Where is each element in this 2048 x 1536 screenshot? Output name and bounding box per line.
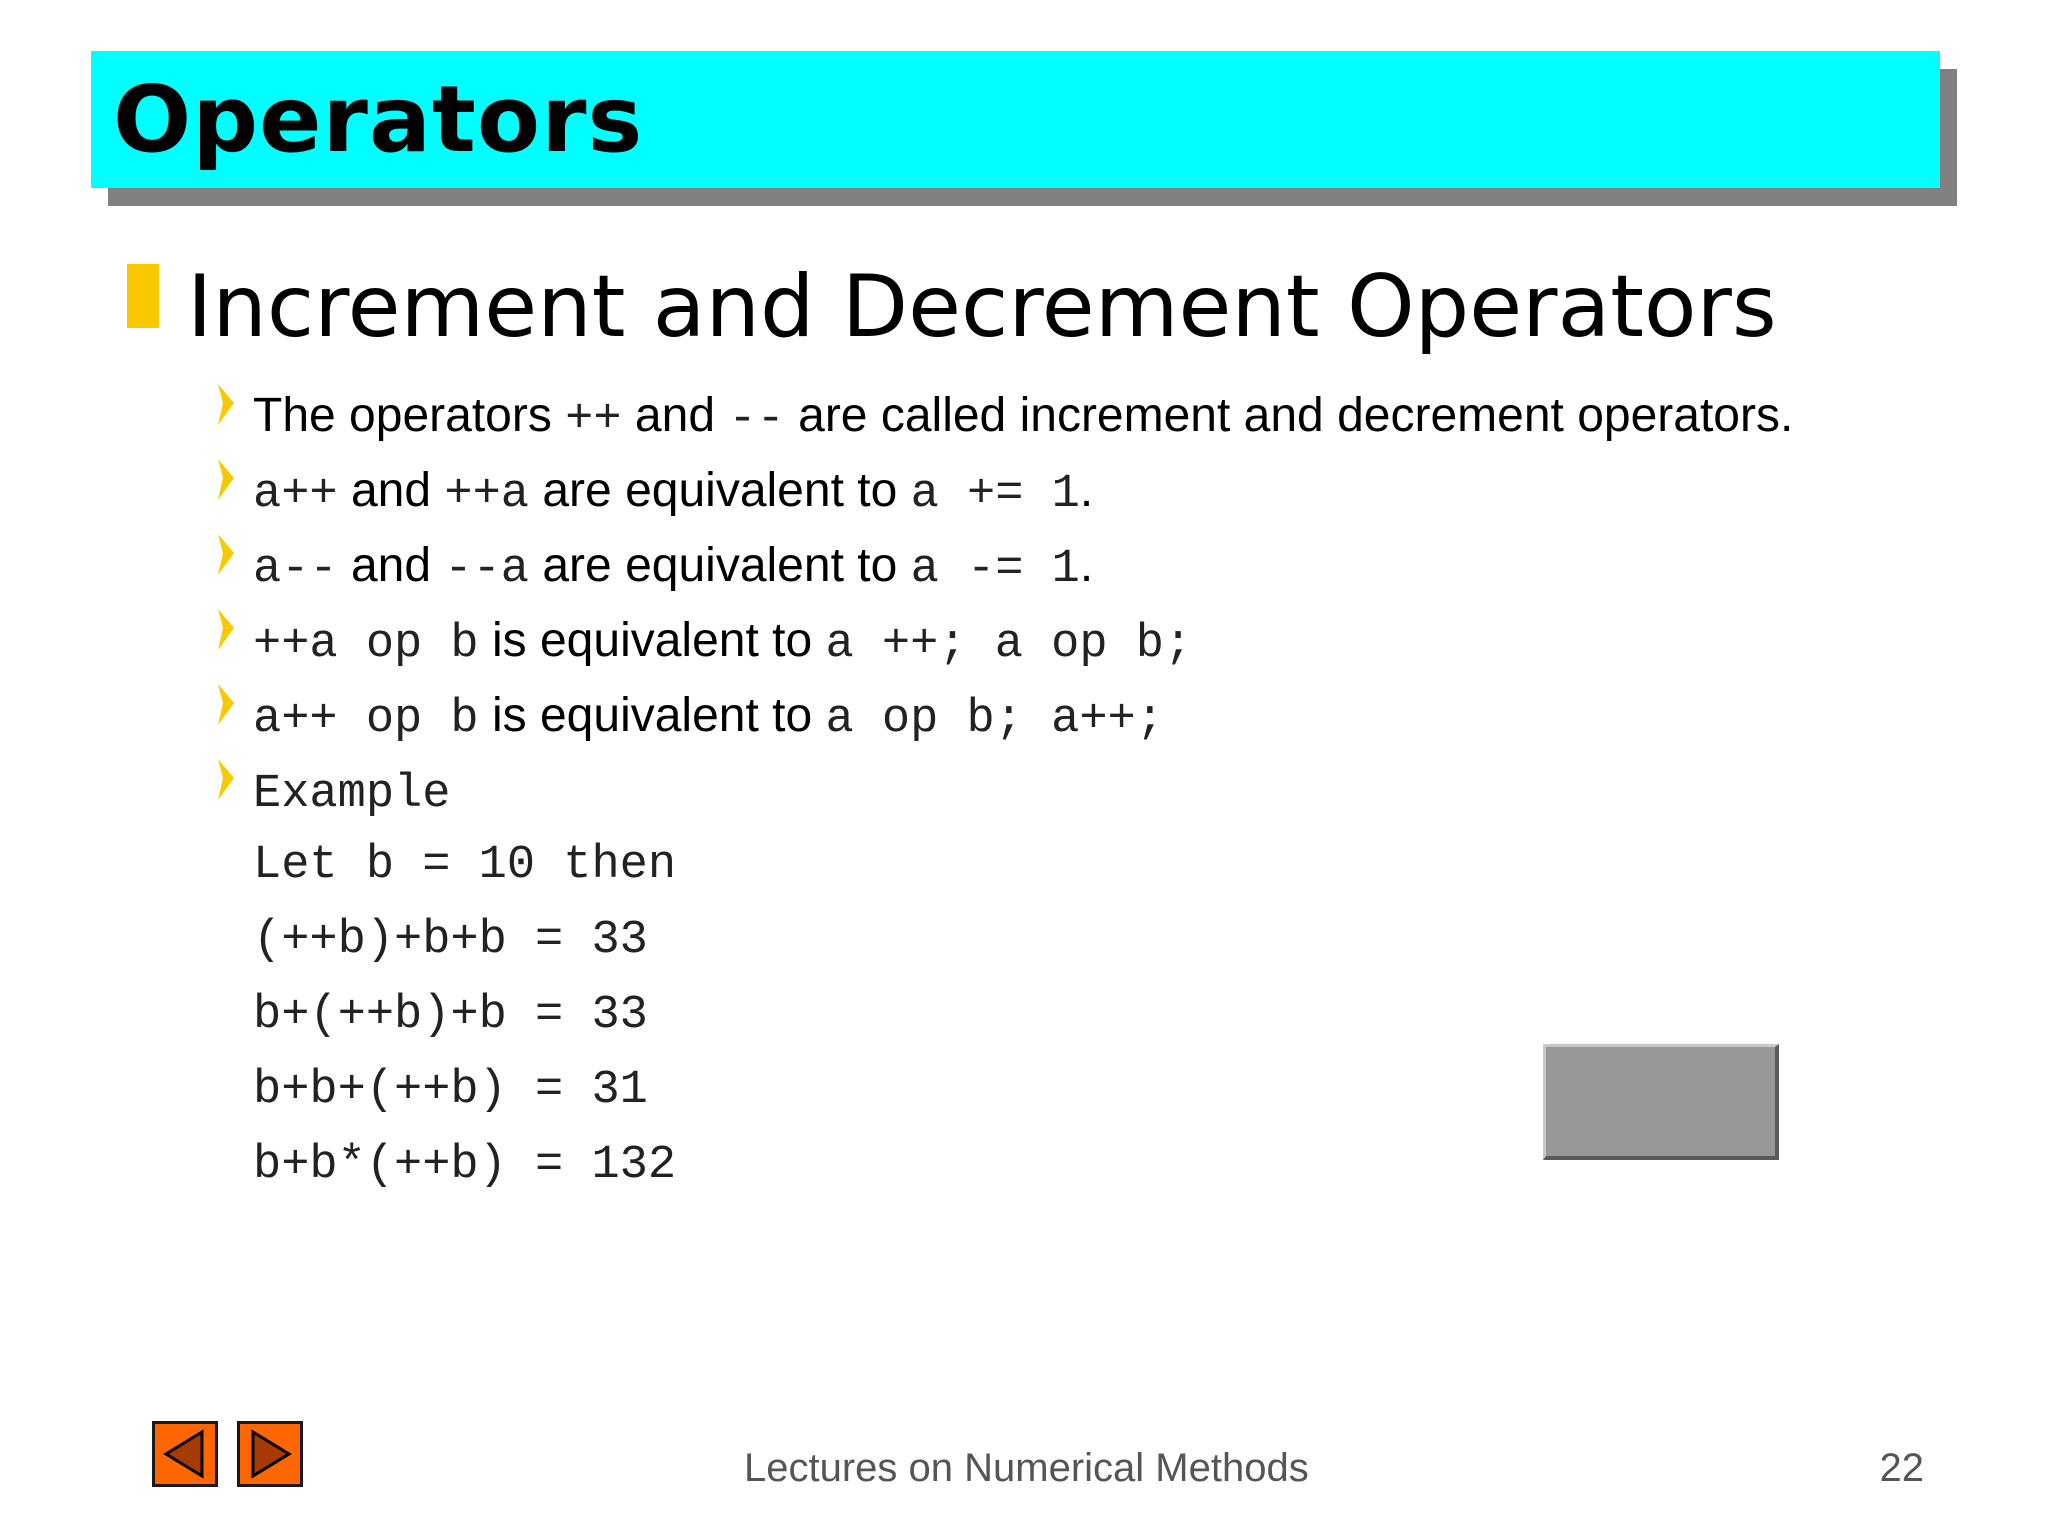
- heading-bullet-marker: [127, 264, 159, 328]
- sub-bullet-icon: [215, 606, 237, 654]
- example-line: b+(++b)+b = 33: [253, 989, 648, 1042]
- action-button[interactable]: [1543, 1044, 1779, 1160]
- footer-text: Lectures on Numerical Methods: [744, 1446, 1309, 1490]
- example-line: b+b+(++b) = 31: [253, 1064, 648, 1117]
- code-fragment: ++a: [444, 468, 530, 521]
- sub-bullet-icon: [215, 756, 237, 804]
- code-fragment: ++: [565, 393, 622, 446]
- example-line: Let b = 10 then: [253, 839, 677, 892]
- sub-bullet-icon: [215, 381, 237, 429]
- code-fragment: a -= 1: [910, 543, 1080, 596]
- bullet-item: [253, 603, 1192, 678]
- code-fragment: a++ op b: [253, 693, 479, 746]
- code-fragment: a += 1: [910, 468, 1080, 521]
- bullet-item: [253, 453, 1093, 528]
- text-fragment: The operators: [253, 389, 566, 442]
- left-triangle-icon: [155, 1424, 215, 1484]
- text-fragment: .: [1079, 464, 1094, 517]
- code-fragment: --a: [444, 543, 530, 596]
- code-fragment: a op b; a++;: [825, 693, 1164, 746]
- bullet-item: [253, 528, 1093, 603]
- text-fragment: are called increment and decrement operators.: [784, 389, 1794, 442]
- code-fragment: a--: [253, 543, 338, 596]
- code-fragment: ++a op b: [253, 618, 479, 671]
- bullet-item: [253, 753, 450, 828]
- code-fragment: Example: [253, 768, 451, 821]
- bullet-item: [253, 378, 1793, 453]
- text-fragment: and: [621, 389, 729, 442]
- text-fragment: are equivalent to: [529, 464, 911, 517]
- text-fragment: and: [337, 464, 445, 517]
- code-fragment: a++: [253, 468, 338, 521]
- section-heading: Increment and Decrement Operators: [187, 257, 1777, 357]
- code-fragment: a ++; a op b;: [825, 618, 1193, 671]
- example-line: (++b)+b+b = 33: [253, 914, 648, 967]
- next-slide-button[interactable]: [237, 1421, 303, 1487]
- bullet-item: [253, 678, 1164, 753]
- text-fragment: .: [1079, 539, 1094, 592]
- sub-bullet-icon: [215, 456, 237, 504]
- example-line: b+b*(++b) = 132: [253, 1139, 677, 1192]
- slide-title: Operators: [113, 66, 644, 173]
- text-fragment: is equivalent to: [478, 614, 826, 667]
- title-bar: [91, 51, 1940, 188]
- page-number: 22: [1879, 1446, 1924, 1490]
- code-fragment: --: [728, 393, 785, 446]
- prev-slide-button[interactable]: [152, 1421, 218, 1487]
- sub-bullet-icon: [215, 531, 237, 579]
- right-triangle-icon: [240, 1424, 300, 1484]
- text-fragment: are equivalent to: [529, 539, 911, 592]
- sub-bullet-icon: [215, 681, 237, 729]
- text-fragment: and: [337, 539, 445, 592]
- text-fragment: is equivalent to: [478, 689, 826, 742]
